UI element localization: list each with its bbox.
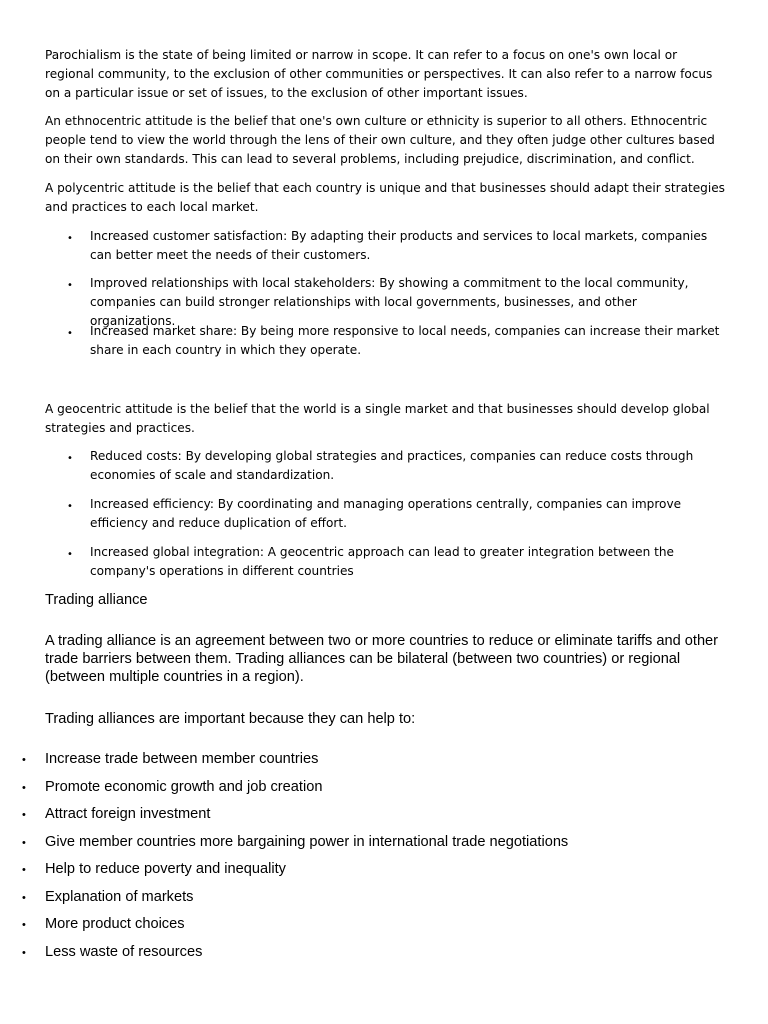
bullet-marker: • xyxy=(67,328,73,339)
list-item-alliance-7: More product choices xyxy=(45,916,185,932)
list-item-polycentric-1: Increased customer satisfaction: By adapting their products and services to local markets, companies can better meet the needs of their customers. xyxy=(90,229,708,262)
list-item-geocentric-3: Increased global integration: A geocentric approach can lead to greater integration between the company's operations in different countries xyxy=(90,545,674,578)
paragraph-ethnocentric: An ethnocentric attitude is the belief that one's own culture or ethnicity is superior to all others. Ethnocentric people tend to view the world through the lens of their own culture, and they often judge other cultures based on their own standards. This can lead to several problems, including prejudice, discrimination, and conflict. xyxy=(45,114,715,166)
paragraph-trading-alliance-intro: Trading alliances are important because they can help to: xyxy=(45,711,416,727)
list-item-alliance-4: Give member countries more bargaining power in international trade negotiations xyxy=(45,834,569,850)
list-item-alliance-2: Promote economic growth and job creation xyxy=(45,779,323,795)
list-item-polycentric-3: Increased market share: By being more responsive to local needs, companies can increase their market share in each country in which they operate. xyxy=(90,324,720,357)
paragraph-geocentric: A geocentric attitude is the belief that the world is a single market and that businesses should develop global strategies and practices. xyxy=(45,402,710,435)
bullet-marker: • xyxy=(22,837,26,849)
bullet-marker: • xyxy=(22,754,26,766)
list-item-geocentric-1: Reduced costs: By developing global strategies and practices, companies can reduce costs through economies of scale and standardization. xyxy=(90,449,694,482)
paragraph-parochialism: Parochialism is the state of being limited or narrow in scope. It can refer to a focus on one's own local or regional community, to the exclusion of other communities or perspectives. It can also refer to a narrow focus on a particular issue or set of issues, to the exclusion of other important issues. xyxy=(45,48,713,100)
list-item-alliance-6: Explanation of markets xyxy=(45,889,194,905)
bullet-marker: • xyxy=(22,864,26,876)
bullet-marker: • xyxy=(67,453,73,464)
paragraph-polycentric: A polycentric attitude is the belief that each country is unique and that businesses should adapt their strategies and practices to each local market. xyxy=(45,181,725,214)
bullet-marker: • xyxy=(67,501,73,512)
bullet-marker: • xyxy=(67,280,73,291)
bullet-marker: • xyxy=(22,919,26,931)
bullet-marker: • xyxy=(22,809,26,821)
bullet-marker: • xyxy=(22,947,26,959)
list-item-alliance-8: Less waste of resources xyxy=(45,944,203,960)
list-item-polycentric-2: Improved relationships with local stakeholders: By showing a commitment to the local community, companies can build stronger relationships with local governments, businesses, and other organizations. xyxy=(90,276,689,328)
bullet-marker: • xyxy=(67,549,73,560)
bullet-marker: • xyxy=(22,892,26,904)
list-item-geocentric-2: Increased efficiency: By coordinating and managing operations centrally, companies can improve efficiency and reduce duplication of effort. xyxy=(90,497,682,530)
list-item-alliance-1: Increase trade between member countries xyxy=(45,751,319,767)
heading-trading-alliance: Trading alliance xyxy=(45,592,148,608)
bullet-marker: • xyxy=(67,233,73,244)
list-item-alliance-3: Attract foreign investment xyxy=(45,806,211,822)
list-item-alliance-5: Help to reduce poverty and inequality xyxy=(45,861,286,877)
bullet-marker: • xyxy=(22,782,26,794)
paragraph-trading-alliance-definition: A trading alliance is an agreement between two or more countries to reduce or eliminate tariffs and other trade barriers between them. Trading alliances can be bilateral (between two countries) or regional (between multiple countries in a region). xyxy=(45,633,719,685)
